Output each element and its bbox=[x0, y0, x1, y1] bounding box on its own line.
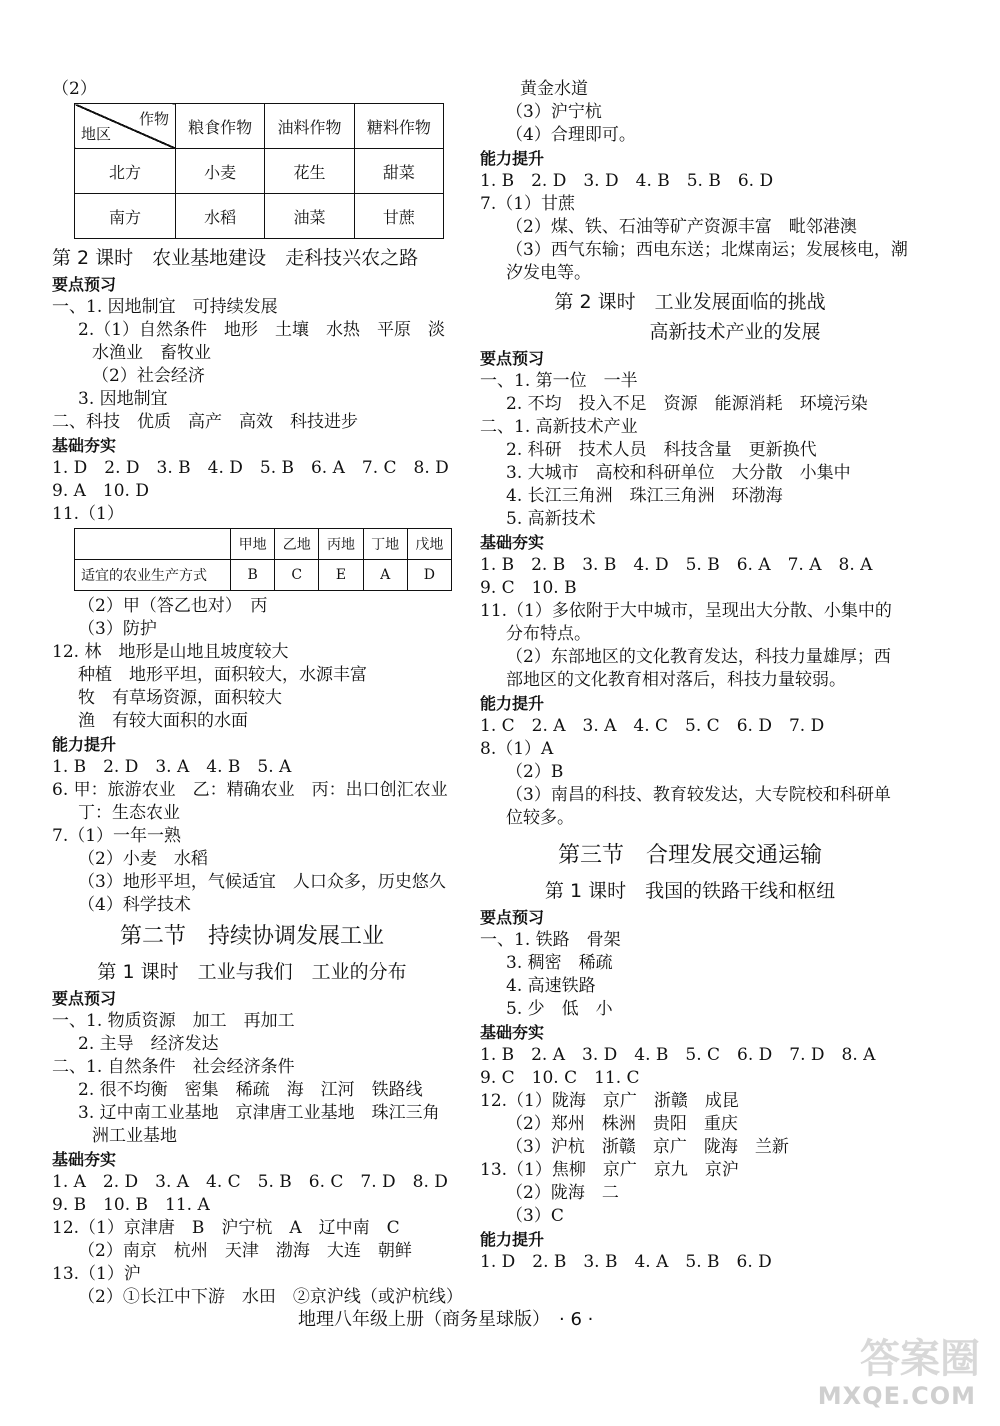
answer-line: 9. C 10. C 11. C bbox=[480, 1068, 640, 1088]
section-heading: 能力提升 bbox=[52, 735, 117, 754]
answer-line: （3）沪杭 浙赣 京广 陇海 兰新 bbox=[506, 1137, 789, 1157]
table-label: （2） bbox=[52, 79, 97, 99]
table-cell: 适宜的农业生产方式 bbox=[75, 560, 231, 591]
section-heading: 要点预习 bbox=[480, 349, 545, 368]
answer-line: （4）合理即可。 bbox=[506, 125, 636, 145]
answer-line: 5. 高新技术 bbox=[506, 509, 596, 529]
table-cell: C bbox=[275, 560, 319, 591]
table-cell: 油菜 bbox=[265, 194, 354, 239]
answer-line: 1. A 2. D 3. A 4. C 5. B 6. C 7. D 8. D bbox=[52, 1172, 448, 1192]
answer-line: （4）科学技术 bbox=[78, 895, 191, 915]
section-heading: 能力提升 bbox=[480, 1230, 545, 1249]
table-cell: B bbox=[231, 560, 275, 591]
page-footer: 地理八年级上册（商务星球版） · 6 · bbox=[298, 1309, 594, 1330]
answer-line: （2）甲（答乙也对） 丙 bbox=[78, 596, 268, 616]
section-heading: 要点预习 bbox=[52, 989, 117, 1008]
answer-line: 1. B 2. D 3. A 4. B 5. A bbox=[52, 757, 292, 777]
table-cell: 水稻 bbox=[176, 194, 265, 239]
watermark-url-text: MXQE.COM bbox=[817, 1382, 976, 1410]
watermark-big-text: 答案圈 bbox=[860, 1336, 980, 1382]
answer-line: 9. C 10. B bbox=[480, 578, 577, 598]
answer-line: （3）防护 bbox=[78, 619, 157, 639]
answer-line: （2）小麦 水稻 bbox=[78, 849, 208, 869]
answer-line: （2）南京 杭州 天津 渤海 大连 朝鲜 bbox=[78, 1241, 412, 1261]
answer-line: 2. 科研 技术人员 科技含量 更新换代 bbox=[506, 440, 817, 460]
answer-line: （3）南昌的科技、教育较发达，大专院校和科研单 bbox=[506, 785, 891, 805]
section-heading: 能力提升 bbox=[480, 149, 545, 168]
section-title: 第二节 持续协调发展工业 bbox=[119, 924, 384, 949]
table-header: 丁地 bbox=[363, 529, 407, 560]
answer-line: （2）煤、铁、石油等矿产资源丰富 毗邻港澳 bbox=[506, 217, 857, 237]
answer-line: 2. 主导 经济发达 bbox=[78, 1034, 219, 1054]
answer-line: 3. 大城市 高校和科研单位 大分散 小集中 bbox=[506, 463, 851, 483]
section-heading: 基础夯实 bbox=[480, 1023, 545, 1042]
table-header: 乙地 bbox=[275, 529, 319, 560]
section-heading: 要点预习 bbox=[480, 908, 545, 927]
answer-line: 渔 有较大面积的水面 bbox=[78, 711, 248, 731]
section-heading: 基础夯实 bbox=[480, 533, 545, 552]
answer-line: （2）东部地区的文化教育发达，科技力量雄厚；西 bbox=[506, 647, 891, 667]
answer-line: 洲工业基地 bbox=[92, 1126, 177, 1146]
table-header bbox=[75, 529, 231, 560]
answer-line: （2）B bbox=[506, 762, 564, 782]
section-heading: 要点预习 bbox=[52, 275, 117, 294]
table-cell: 南方 bbox=[75, 194, 176, 239]
answer-line: （2）陇海 二 bbox=[506, 1183, 619, 1203]
answer-line: 3. 稠密 稀疏 bbox=[506, 953, 613, 973]
answer-line: 12.（1）京津唐 B 沪宁杭 A 辽中南 C bbox=[52, 1218, 400, 1238]
answer-line: 11.（1）多依附于大中城市，呈现出大分散、小集中的 bbox=[480, 601, 892, 621]
section-heading: 基础夯实 bbox=[52, 1150, 117, 1169]
table-cell: A bbox=[363, 560, 407, 591]
answer-line: 12.（1）陇海 京广 浙赣 成昆 bbox=[480, 1091, 739, 1111]
table-header: 丙地 bbox=[319, 529, 363, 560]
section-heading: 基础夯实 bbox=[52, 436, 117, 455]
answer-line: 二、1. 高新技术产业 bbox=[480, 417, 638, 437]
answer-line: 3. 辽中南工业基地 京津唐工业基地 珠江三角 bbox=[78, 1103, 440, 1123]
table-cell: 花生 bbox=[265, 149, 354, 194]
table-cell: D bbox=[407, 560, 451, 591]
table-row bbox=[75, 194, 444, 239]
table-header: 油料作物 bbox=[265, 104, 354, 149]
answer-line: 1. B 2. B 3. B 4. D 5. B 6. A 7. A 8. A bbox=[480, 555, 873, 575]
table-header: 粮食作物 bbox=[176, 104, 265, 149]
answer-line: 丁：生态农业 bbox=[78, 803, 180, 823]
table-cell: 北方 bbox=[75, 149, 176, 194]
answer-line: 1. B 2. A 3. D 4. B 5. C 6. D 7. D 8. A bbox=[480, 1045, 876, 1065]
table-header: 戊地 bbox=[407, 529, 451, 560]
corner-top-label: 作物 bbox=[138, 110, 169, 128]
right-column bbox=[480, 78, 908, 1274]
lesson-title: 第 2 课时 工业发展面临的挑战 bbox=[554, 291, 826, 313]
answer-line: 一、1. 铁路 骨架 bbox=[480, 930, 621, 950]
answer-line: 一、1. 物质资源 加工 再加工 bbox=[52, 1011, 295, 1031]
answer-line: 3. 因地制宜 bbox=[78, 389, 168, 409]
answer-line: 黄金水道 bbox=[520, 79, 588, 99]
answer-line: 1. D 2. B 3. B 4. A 5. B 6. D bbox=[480, 1252, 772, 1272]
answer-line: 2. 很不均衡 密集 稀疏 海 江河 铁路线 bbox=[78, 1080, 423, 1100]
answer-line: 2. 不均 投入不足 资源 能源消耗 环境污染 bbox=[506, 394, 868, 414]
answer-line: 1. D 2. D 3. B 4. D 5. B 6. A 7. C 8. D bbox=[52, 458, 449, 478]
table-cell: E bbox=[319, 560, 363, 591]
answer-line: 7.（1）一年一熟 bbox=[52, 826, 182, 846]
answer-line: 一、1. 第一位 一半 bbox=[480, 371, 638, 391]
agriculture-table bbox=[74, 528, 452, 591]
table-cell: 甘蔗 bbox=[354, 194, 443, 239]
table-header: 糖料作物 bbox=[354, 104, 443, 149]
answer-line: 1. C 2. A 3. A 4. C 5. C 6. D 7. D bbox=[480, 716, 825, 736]
section-title: 第三节 合理发展交通运输 bbox=[557, 843, 822, 868]
answer-line: 13.（1）焦柳 京广 京九 京沪 bbox=[480, 1160, 739, 1180]
lesson-title: 第 2 课时 农业基地建设 走科技兴农之路 bbox=[52, 247, 419, 269]
answer-line: 4. 高速铁路 bbox=[506, 976, 596, 996]
crop-table bbox=[74, 103, 444, 239]
table-corner-cell bbox=[75, 104, 176, 149]
answer-line: 8.（1）A bbox=[480, 739, 554, 759]
table-row bbox=[75, 560, 452, 591]
answer-line: 7.（1）甘蔗 bbox=[480, 194, 576, 214]
answer-line: 11.（1） bbox=[52, 504, 124, 524]
answer-line: 1. B 2. D 3. D 4. B 5. B 6. D bbox=[480, 171, 774, 191]
answer-line: 汐发电等。 bbox=[506, 263, 591, 283]
table-cell: 小麦 bbox=[176, 149, 265, 194]
answer-line: （2）①长江中下游 水田 ②京沪线（或沪杭线） bbox=[78, 1287, 463, 1307]
answer-line: （3）西气东输；西电东送；北煤南运；发展核电，潮 bbox=[506, 240, 908, 260]
corner-bottom-label: 地区 bbox=[81, 125, 112, 143]
section-heading: 能力提升 bbox=[480, 694, 545, 713]
answer-line: 9. A 10. D bbox=[52, 481, 149, 501]
answer-line: 6. 甲：旅游农业 乙：精确农业 丙：出口创汇农业 bbox=[52, 780, 448, 800]
lesson-title: 第 1 课时 工业与我们 工业的分布 bbox=[97, 961, 407, 983]
answer-line: 13.（1）沪 bbox=[52, 1264, 141, 1284]
answer-line: 分布特点。 bbox=[506, 624, 591, 644]
answer-line: 部地区的文化教育相对落后，科技力量较弱。 bbox=[506, 670, 846, 690]
answer-line: 5. 少 低 小 bbox=[506, 999, 613, 1019]
answer-line: （3）地形平坦，气候适宜 人口众多，历史悠久 bbox=[78, 872, 446, 892]
answer-line: 种植 地形平坦，面积较大，水源丰富 bbox=[78, 665, 367, 685]
lesson-title: 第 1 课时 我国的铁路干线和枢纽 bbox=[544, 880, 836, 902]
answer-line: 9. B 10. B 11. A bbox=[52, 1195, 210, 1215]
answer-line: 牧 有草场资源，面积较大 bbox=[78, 688, 282, 708]
answer-line: 二、科技 优质 高产 高效 科技进步 bbox=[52, 412, 358, 432]
answer-line: 二、1. 自然条件 社会经济条件 bbox=[52, 1057, 295, 1077]
answer-line: （3）C bbox=[506, 1206, 564, 1226]
answer-line: 4. 长江三角洲 珠江三角洲 环渤海 bbox=[506, 486, 783, 506]
answer-line: （3）沪宁杭 bbox=[506, 102, 602, 122]
answer-line: 位较多。 bbox=[506, 808, 574, 828]
watermark-logo bbox=[817, 1336, 992, 1420]
left-column bbox=[52, 78, 463, 1309]
table-cell: 甜菜 bbox=[354, 149, 443, 194]
lesson-subtitle: 高新技术产业的发展 bbox=[649, 321, 821, 343]
answer-line: 12. 林 地形是山地且坡度较大 bbox=[52, 642, 289, 662]
answer-line: （2）郑州 株洲 贵阳 重庆 bbox=[506, 1114, 738, 1134]
answer-line: 水渔业 畜牧业 bbox=[92, 343, 211, 363]
answer-line: 2.（1）自然条件 地形 土壤 水热 平原 淡 bbox=[78, 320, 446, 340]
answer-line: 一、1. 因地制宜 可持续发展 bbox=[52, 297, 278, 317]
answer-line: （2）社会经济 bbox=[92, 366, 205, 386]
table-row bbox=[75, 149, 444, 194]
table-header: 甲地 bbox=[231, 529, 275, 560]
